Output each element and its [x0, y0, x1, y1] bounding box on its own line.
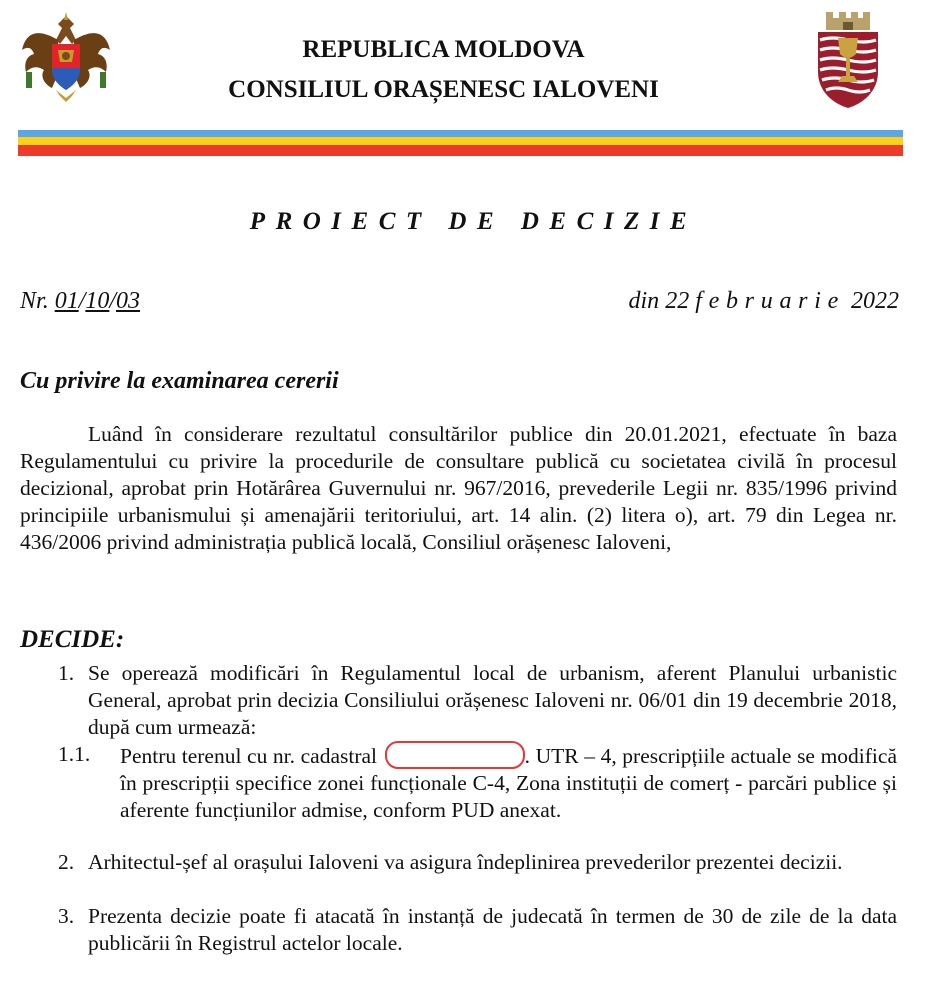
- item-number: 2.: [58, 850, 75, 874]
- list-item: Prezenta decizie poate fi atacată în instanță de judecată în termen de 30 de zile de la data publicării în Registrul actelor locale.: [88, 904, 897, 955]
- item-number: 1.1.: [58, 742, 91, 766]
- item-number: 1.: [58, 661, 75, 685]
- date-month: februarie: [695, 288, 845, 314]
- number-part-1: 01: [54, 288, 79, 314]
- number-separator: /: [78, 288, 86, 314]
- date-year: 2022: [851, 288, 899, 314]
- number-prefix: Nr.: [20, 288, 49, 314]
- document-date: [629, 288, 899, 315]
- header-country: REPUBLICA MOLDOVA: [302, 36, 585, 63]
- flag-stripe-red: [18, 145, 903, 156]
- document-subject: Cu privire la examinarea cererii: [20, 368, 339, 394]
- document-title: PROIECT DE DECIZIE: [249, 208, 698, 235]
- number-part-3: 03: [116, 288, 141, 314]
- date-day: 22: [665, 288, 690, 314]
- header-council: CONSILIUL ORAȘENESC IALOVENI: [228, 76, 659, 103]
- intro-paragraph: Luând în considerare rezultatul consultărilor publice din 20.01.2021, efectuate în baza Regulamentului cu privire la procedurile de consultare publică cu societatea civilă în procesul decizional, aprobat prin Hotărârea Guvernului nr. 967/2016, prevederile Legii nr. 835/1996 privind principiile urbanismului și amenajării teritoriului, art. 14 alin. (2) litera o), art. 79 din Legea nr. 436/2006 privind administrația publică locală, Consiliul orășenesc Ialoveni,: [20, 422, 897, 554]
- date-prefix: din: [628, 288, 660, 314]
- number-separator: /: [109, 288, 117, 314]
- number-part-2: 10: [85, 288, 110, 314]
- list-item: Arhitectul-șef al orașului Ialoveni va asigura îndeplinirea prevederilor prezentei decizii.: [88, 850, 843, 874]
- list-item: Se operează modificări în Regulamentul local de urbanism, aferent Planului urbanistic General, aprobat prin decizia Consiliului orășenesc Ialoveni nr. 06/01 din 19 decembrie 2018, după cum urmează:: [88, 661, 897, 739]
- decide-heading: DECIDE:: [20, 626, 125, 653]
- list-item: [120, 741, 897, 824]
- item-text-after: . UTR – 4, prescripțiile actuale se modifică în prescripții specifice zonei funcționale C-4, Zona instituții de comerț - parcări publice și aferente funcțiunilor admise, conform PUD anexat.: [120, 744, 897, 822]
- flag-stripe-yellow: [18, 137, 903, 145]
- redacted-cadastral-number: [385, 741, 525, 769]
- item-number: 3.: [58, 904, 75, 928]
- document-number: [20, 288, 140, 315]
- flag-stripe-blue: [18, 130, 903, 137]
- item-text-before: Pentru terenul cu nr. cadastral: [120, 744, 378, 768]
